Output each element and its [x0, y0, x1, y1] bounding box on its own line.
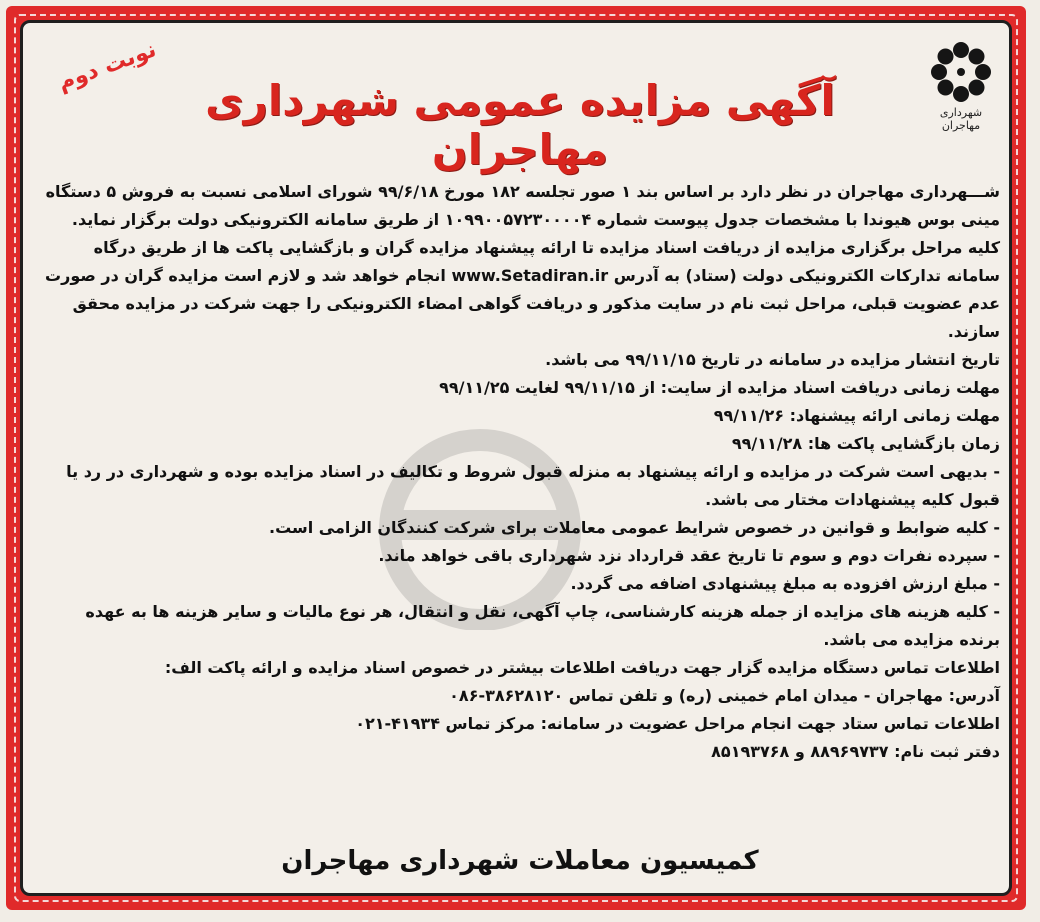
contact-intro: اطلاعات تماس دستگاه مزایده گزار جهت دریافت اطلاعات بیشتر در خصوص اسناد مزایده و ارائه پاکت الف: [164, 658, 1000, 677]
address: آدرس: مهاجران - میدان امام خمینی (ره) و تلفن تماس ۳۸۶۲۸۱۲۰-۰۸۶ [449, 686, 1000, 705]
signature-line: کمیسیون معاملات شهرداری مهاجران [281, 846, 759, 876]
intro-paragraph: شـــهرداری مهاجران در نظر دارد بر اساس بند ۱ صور تجلسه ۱۸۲ مورخ ۹۹/۶/۱۸ شورای اسلامی نسبت به فروش ۵ دستگاه مینی بوس هیوندا با مشخصات جدول پیوست شماره ۱۰۹۹۰۰۵۷۲۳۰۰۰۰۴ از طریق سامانه الکترونیکی دولت برگزار نماید. کلیه مراحل برگزاری مزایده از دریافت اسناد مزایده تا ارائه پیشنهاد مزایده گران و بازگشایی پاکت ها از طریق درگاه سامانه تدارکات الکترونیکی دولت (ستاد) به آدرس www.Setadiran.ir انجام خواهد شد و لازم است مزایده گران در صورت عدم عضویت قبلی، مراحل ثبت نام در سایت مذکور و دریافت گواهی امضاء الکترونیکی را جهت شرکت در مزایده محقق سازند. [45, 182, 1000, 341]
docs-deadline: مهلت زمانی دریافت اسناد مزایده از سایت: از ۹۹/۱۱/۱۵ لغایت ۹۹/۱۱/۲۵ [439, 378, 1000, 397]
logo-caption: شهرداری مهاجران [939, 106, 983, 132]
condition-item: - کلیه هزینه های مزایده از جمله هزینه کارشناسی، چاپ آگهی، نقل و انتقال، هر نوع مالیات و سایر هزینه ها به عهده برنده مزایده می باشد. [85, 602, 1000, 649]
page-title: آگهی مزایده عمومی شهرداری مهاجران [205, 76, 835, 174]
opening-time: زمان بازگشایی پاکت ها: ۹۹/۱۱/۲۸ [731, 434, 1000, 453]
condition-item: - بدیهی است شرکت در مزایده و ارائه پیشنهاد به منزله قبول شروط و تکالیف در اسناد مزایده بوده و شهرداری در رد یا قبول کلیه پیشنهادات مختار می باشد. [66, 462, 1000, 509]
condition-item: - کلیه ضوابط و قوانین در خصوص شرایط عمومی معاملات برای شرکت کنندگان الزامی است. [268, 518, 1000, 537]
condition-item: - مبلغ ارزش افزوده به مبلغ پیشنهادی اضافه می گردد. [570, 574, 1000, 593]
flower-logo-icon [929, 40, 993, 104]
offer-deadline: مهلت زمانی ارائه پیشنهاد: ۹۹/۱۱/۲۶ [713, 406, 1000, 425]
round-label: نوبت دوم [54, 37, 160, 96]
registration-office: دفتر ثبت نام: ۸۸۹۶۹۷۳۷ و ۸۵۱۹۳۷۶۸ [711, 742, 1000, 761]
setad-contact: اطلاعات تماس ستاد جهت انجام مراحل عضویت در سامانه: مرکز تماس ۴۱۹۳۴-۰۲۱ [355, 714, 1000, 733]
municipality-logo [922, 40, 1000, 150]
ad-body [40, 178, 1000, 766]
condition-item: - سپرده نفرات دوم و سوم تا تاریخ عقد قرارداد نزد شهرداری باقی خواهد ماند. [378, 546, 1000, 565]
publish-date: تاریخ انتشار مزایده در سامانه در تاریخ ۹۹/۱۱/۱۵ می باشد. [545, 350, 1000, 369]
